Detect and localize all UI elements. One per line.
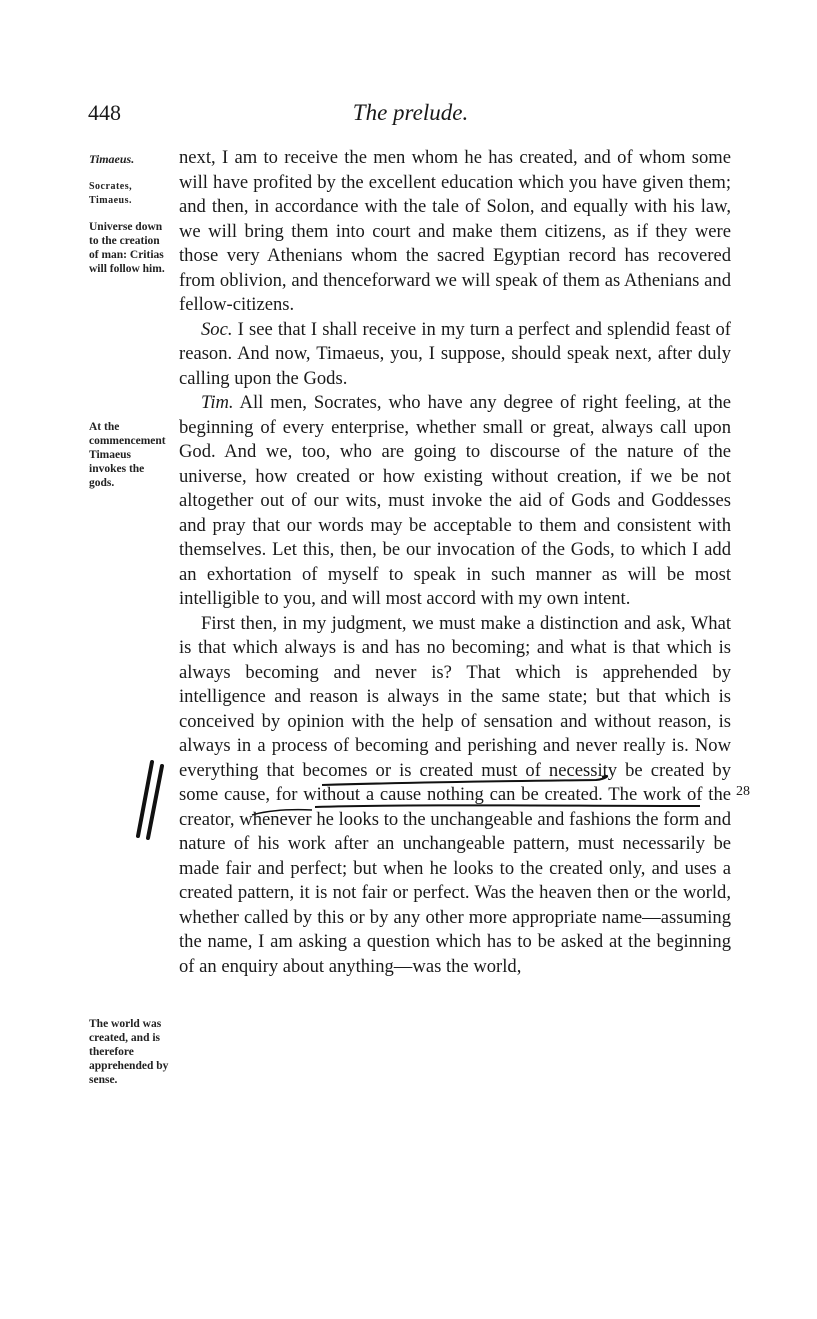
margin-speakers: Socrates, Timaeus. xyxy=(89,181,133,206)
paragraph-2 xyxy=(179,318,731,392)
paragraph-3-text: All men, Socrates, who have any degree of right feeling, at the beginning of every enterprise, whether small or great, always call upon God. And we, too, who are going to discourse of the nature of the universe, how created or how existing without creation, if we be not altogether out of our wits, must invoke the aid of Gods and Goddesses and pray that our words may be acceptable to them and consistent with themselves. Let this, then, be our invocation of the Gods, to which I add an exhortation of myself to speak in such manner as will be most intelligible to you, and will most accord with my own intent. xyxy=(179,392,731,609)
paragraph-1: next, I am to receive the men whom he has created, and of whom some will have profited by the excellent education which you have given them; and then, in accordance with the tale of Solon, and equally with his law, we will bring them into court and make them citizens, as if they were those very Athenians whom the sacred Egyptian record has recovered from oblivion, and thenceforward we will speak of them as Athenians and fellow-citizens. xyxy=(179,147,731,315)
line-number: 28 xyxy=(736,784,750,799)
paragraph-4: First then, in my judgment, we must make a distinction and ask, What is that which always is and has no becoming; and what is that which is always becoming and never is? That which is apprehended by intelligence and reason is always in the same state; but that which is conceived by opinion with the help of sensation and without reason, is always in a process of becoming and perishing and never really is. Now everything that becomes or is created must of necessity be created by some cause, for without a cause nothing can be created. The work of the creator, whenever he looks to the unchangeable and fashions the form and nature of his work after an unchangeable pattern, must necessarily be made fair and perfect; but when he looks to the created only, and uses a created pattern, it is not fair or perfect. Was the heaven then or the world, whether called by this or by any other more appropriate name—assuming the name, I am asking a question which has to be asked at the beginning of an enquiry about anything—was the world, xyxy=(179,612,731,977)
speaker-tim: Tim. xyxy=(201,392,234,413)
paragraph-3 xyxy=(179,391,731,612)
main-text xyxy=(179,146,731,979)
speaker-soc: Soc. xyxy=(201,318,233,340)
page-header xyxy=(88,100,733,132)
margin-note-world: The world was created, and is therefore apprehended by sense. xyxy=(89,1018,169,1086)
page-number: 448 xyxy=(88,100,121,125)
margin-note-universe: Universe down to the creation of man: Critias will follow him. xyxy=(89,221,165,275)
paragraph-2-text: I see that I shall receive in my turn a perfect and splendid feast of reason. And now, Timaeus, you, I suppose, should speak next, after duly calling upon the Gods. xyxy=(179,318,731,389)
handwritten-double-slash-mark xyxy=(130,760,166,840)
margin-speaker-timaeus: Timaeus. xyxy=(89,152,135,166)
margin-note-invocation: At the commencement Timaeus invokes the gods. xyxy=(89,421,166,489)
running-head: The prelude. xyxy=(352,100,469,125)
